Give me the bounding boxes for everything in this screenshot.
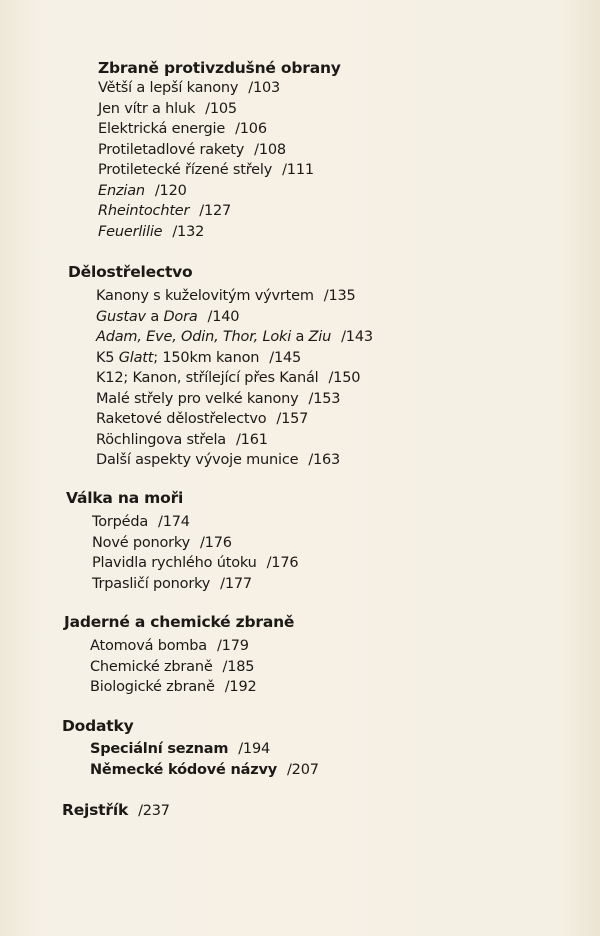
toc-entry: Další aspekty vývoje munice /163: [96, 452, 341, 468]
section-heading: Jaderné a chemické zbraně: [64, 613, 295, 631]
section-naval-warfare: [66, 488, 298, 594]
toc-entry: Protiletadlové rakety /108: [98, 141, 286, 158]
toc-entry: K12; Kanon, střílející přes Kanál /150: [96, 370, 361, 386]
section-index: [62, 800, 170, 822]
toc-entry: Trpasličí ponorky /177: [92, 575, 252, 592]
toc-entry: Speciální seznam /194: [90, 741, 271, 757]
section-heading: Dělostřelectvo: [68, 263, 193, 281]
toc-entry: Torpéda /174: [92, 514, 190, 530]
toc-entry: Malé střely pro velké kanony /153: [96, 390, 341, 407]
toc-entry: Nové ponorky /176: [92, 534, 232, 551]
toc-entry: Enzian /120: [98, 182, 187, 199]
toc-entry: Raketové dělostřelectvo /157: [96, 411, 309, 427]
toc-entry: Röchlingova střela /161: [96, 431, 268, 448]
toc-entry: Chemické zbraně /185: [90, 658, 255, 675]
toc-entry: Větší a lepší kanony /103: [98, 80, 281, 96]
section-appendices: [62, 716, 319, 780]
toc-entry: Atomová bomba /179: [90, 638, 249, 654]
toc-entry: Protiletecké řízené střely /111: [98, 162, 314, 178]
toc-entry: Německé kódové názvy /207: [90, 761, 319, 778]
section-artillery: [68, 262, 373, 471]
toc-entry: Feuerlilie /132: [98, 223, 205, 240]
toc-entry: Jen vítr a hluk /105: [98, 100, 237, 117]
section-antiaircraft: [98, 58, 341, 242]
section-heading: Zbraně protivzdušné obrany: [98, 59, 341, 77]
toc-entry: Rejstřík /237: [62, 801, 170, 819]
toc-entry: K5 Glatt; 150km kanon /145: [96, 349, 302, 366]
section-nuclear-chemical: [64, 612, 294, 698]
toc-entry: Gustav a Dora /140: [96, 308, 240, 325]
toc-entry: Kanony s kuželovitým vývrtem /135: [96, 288, 356, 304]
toc-entry: Biologické zbraně /192: [90, 679, 257, 695]
toc-entry: Rheintochter /127: [98, 203, 232, 219]
section-heading: Válka na moři: [66, 489, 184, 507]
section-heading: Dodatky: [62, 717, 134, 735]
toc-entry: Elektrická energie /106: [98, 121, 267, 137]
toc-entry: Adam, Eve, Odin, Thor, Loki a Ziu /143: [96, 329, 373, 345]
toc-entry: Plavidla rychlého útoku /176: [92, 555, 299, 571]
